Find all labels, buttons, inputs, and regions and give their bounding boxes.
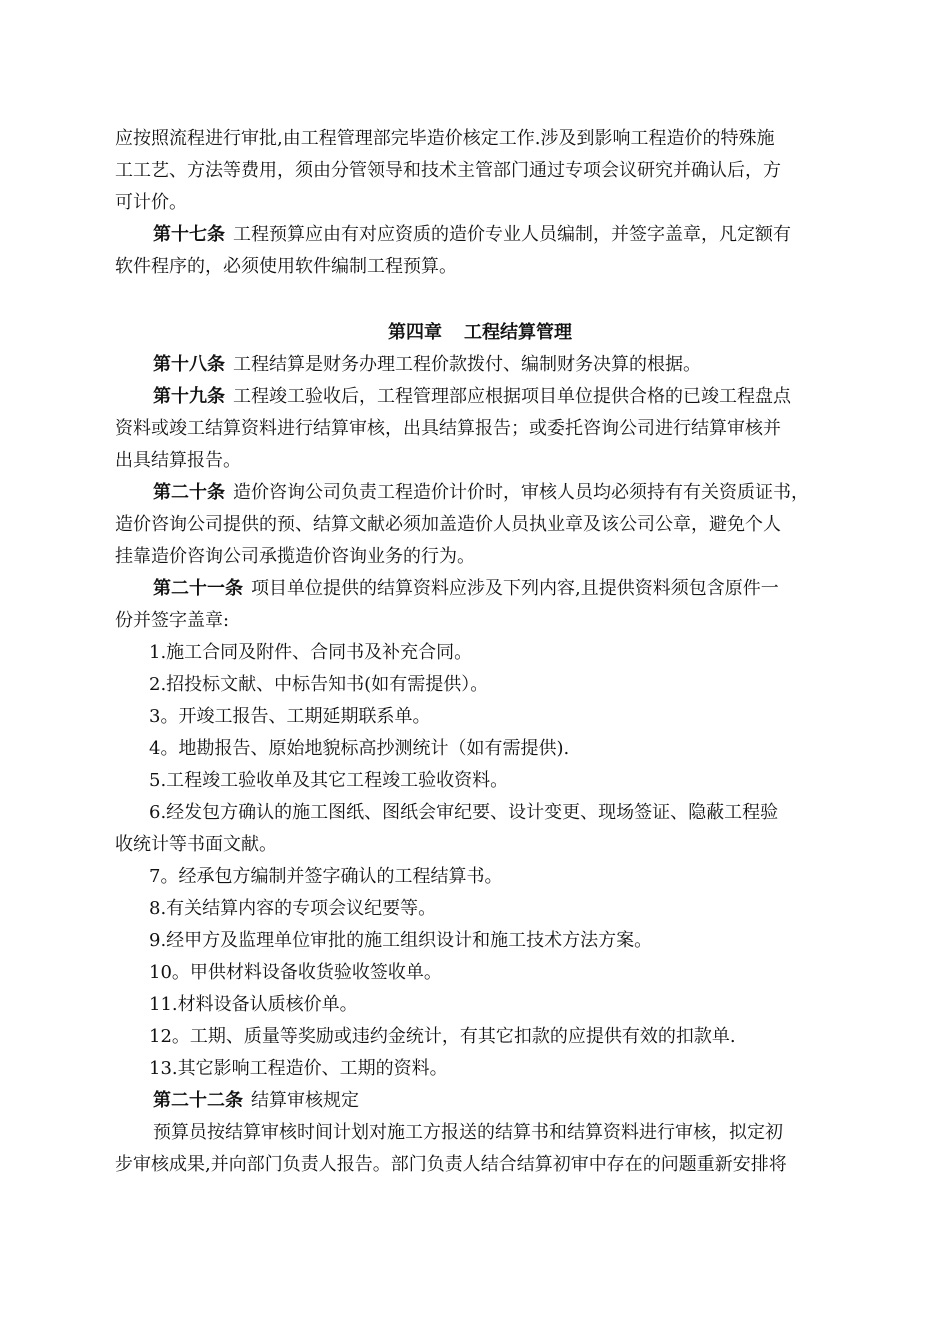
list-item: 4。地勘报告、原始地貌标高抄测统计（如有需提供). xyxy=(149,738,570,759)
article-text: 造价咨询公司负责工程造价计价时，审核人员均必须持有有关资质证书， xyxy=(233,482,809,503)
text-line: 份并签字盖章: xyxy=(115,610,230,631)
article-text: 工程结算是财务办理工程价款拨付、编制财务决算的根据。 xyxy=(233,354,701,375)
text-line: 软件程序的，必须使用软件编制工程预算。 xyxy=(115,256,457,277)
article-label: 第十八条 xyxy=(153,354,225,375)
list-item: 5.工程竣工验收单及其它工程竣工验收资料。 xyxy=(149,770,509,791)
article-22 xyxy=(115,1085,845,1117)
text-line: 预算员按结算审核时间计划对施工方报送的结算书和结算资料进行审核，拟定初 xyxy=(153,1122,783,1143)
text-line: 出具结算报告。 xyxy=(115,450,241,471)
text-line: 工工艺、方法等费用，须由分管领导和技术主管部门通过专项会议研究并确认后，方 xyxy=(115,160,781,181)
chapter-title: 工程结算管理 xyxy=(464,322,572,343)
article-text: 结算审核规定 xyxy=(251,1090,359,1111)
article-text: 工程竣工验收后，工程管理部应根据项目单位提供合格的已竣工程盘点 xyxy=(233,386,791,407)
list-item: 8.有关结算内容的专项会议纪要等。 xyxy=(149,898,437,919)
chapter-heading xyxy=(115,317,845,349)
list-item: 6.经发包方确认的施工图纸、图纸会审纪要、设计变更、现场签证、隐蔽工程验 xyxy=(149,802,779,823)
list-item: 3。开竣工报告、工期延期联系单。 xyxy=(149,706,431,727)
article-label: 第二十二条 xyxy=(153,1090,243,1111)
text-line: 资料或竣工结算资料进行结算审核，出具结算报告；或委托咨询公司进行结算审核并 xyxy=(115,418,781,439)
chapter-number: 第四章 xyxy=(388,322,442,343)
article-text: 工程预算应由有对应资质的造价专业人员编制，并签字盖章，凡定额有 xyxy=(233,224,791,245)
article-label: 第二十条 xyxy=(153,482,225,503)
article-label: 第二十一条 xyxy=(153,578,243,599)
list-item: 12。工期、质量等奖励或违约金统计，有其它扣款的应提供有效的扣款单. xyxy=(149,1026,736,1047)
article-label: 第十七条 xyxy=(153,224,225,245)
text-line: 可计价。 xyxy=(115,192,187,213)
text-line: 挂靠造价咨询公司承揽造价咨询业务的行为。 xyxy=(115,546,475,567)
text-line: 造价咨询公司提供的预、结算文献必须加盖造价人员执业章及该公司公章，避免个人 xyxy=(115,514,781,535)
document-page xyxy=(115,123,845,1181)
article-18 xyxy=(115,349,845,381)
article-17 xyxy=(115,219,845,251)
list-item: 11.材料设备认质核价单。 xyxy=(149,994,358,1015)
text-line: 应按照流程进行审批,由工程管理部完毕造价核定工作.涉及到影响工程造价的特殊施 xyxy=(115,128,775,149)
list-item: 10。甲供材料设备收货验收签收单。 xyxy=(149,962,442,983)
article-text: 项目单位提供的结算资料应涉及下列内容,且提供资料须包含原件一 xyxy=(251,578,779,599)
list-item: 2.招投标文献、中标告知书(如有需提供）。 xyxy=(149,674,489,695)
article-21 xyxy=(115,573,845,605)
list-item: 7。经承包方编制并签字确认的工程结算书。 xyxy=(149,866,503,887)
list-item: 1.施工合同及附件、合同书及补充合同。 xyxy=(149,642,473,663)
text-line: 步审核成果,并向部门负责人报告。部门负责人结合结算初审中存在的问题重新安排将 xyxy=(115,1154,787,1175)
list-item: 13.其它影响工程造价、工期的资料。 xyxy=(149,1058,448,1079)
list-item-continuation: 收统计等书面文献。 xyxy=(115,834,277,855)
article-label: 第十九条 xyxy=(153,386,225,407)
article-19 xyxy=(115,381,845,413)
article-20 xyxy=(115,477,845,509)
list-item: 9.经甲方及监理单位审批的施工组织设计和施工技术方法方案。 xyxy=(149,930,653,951)
